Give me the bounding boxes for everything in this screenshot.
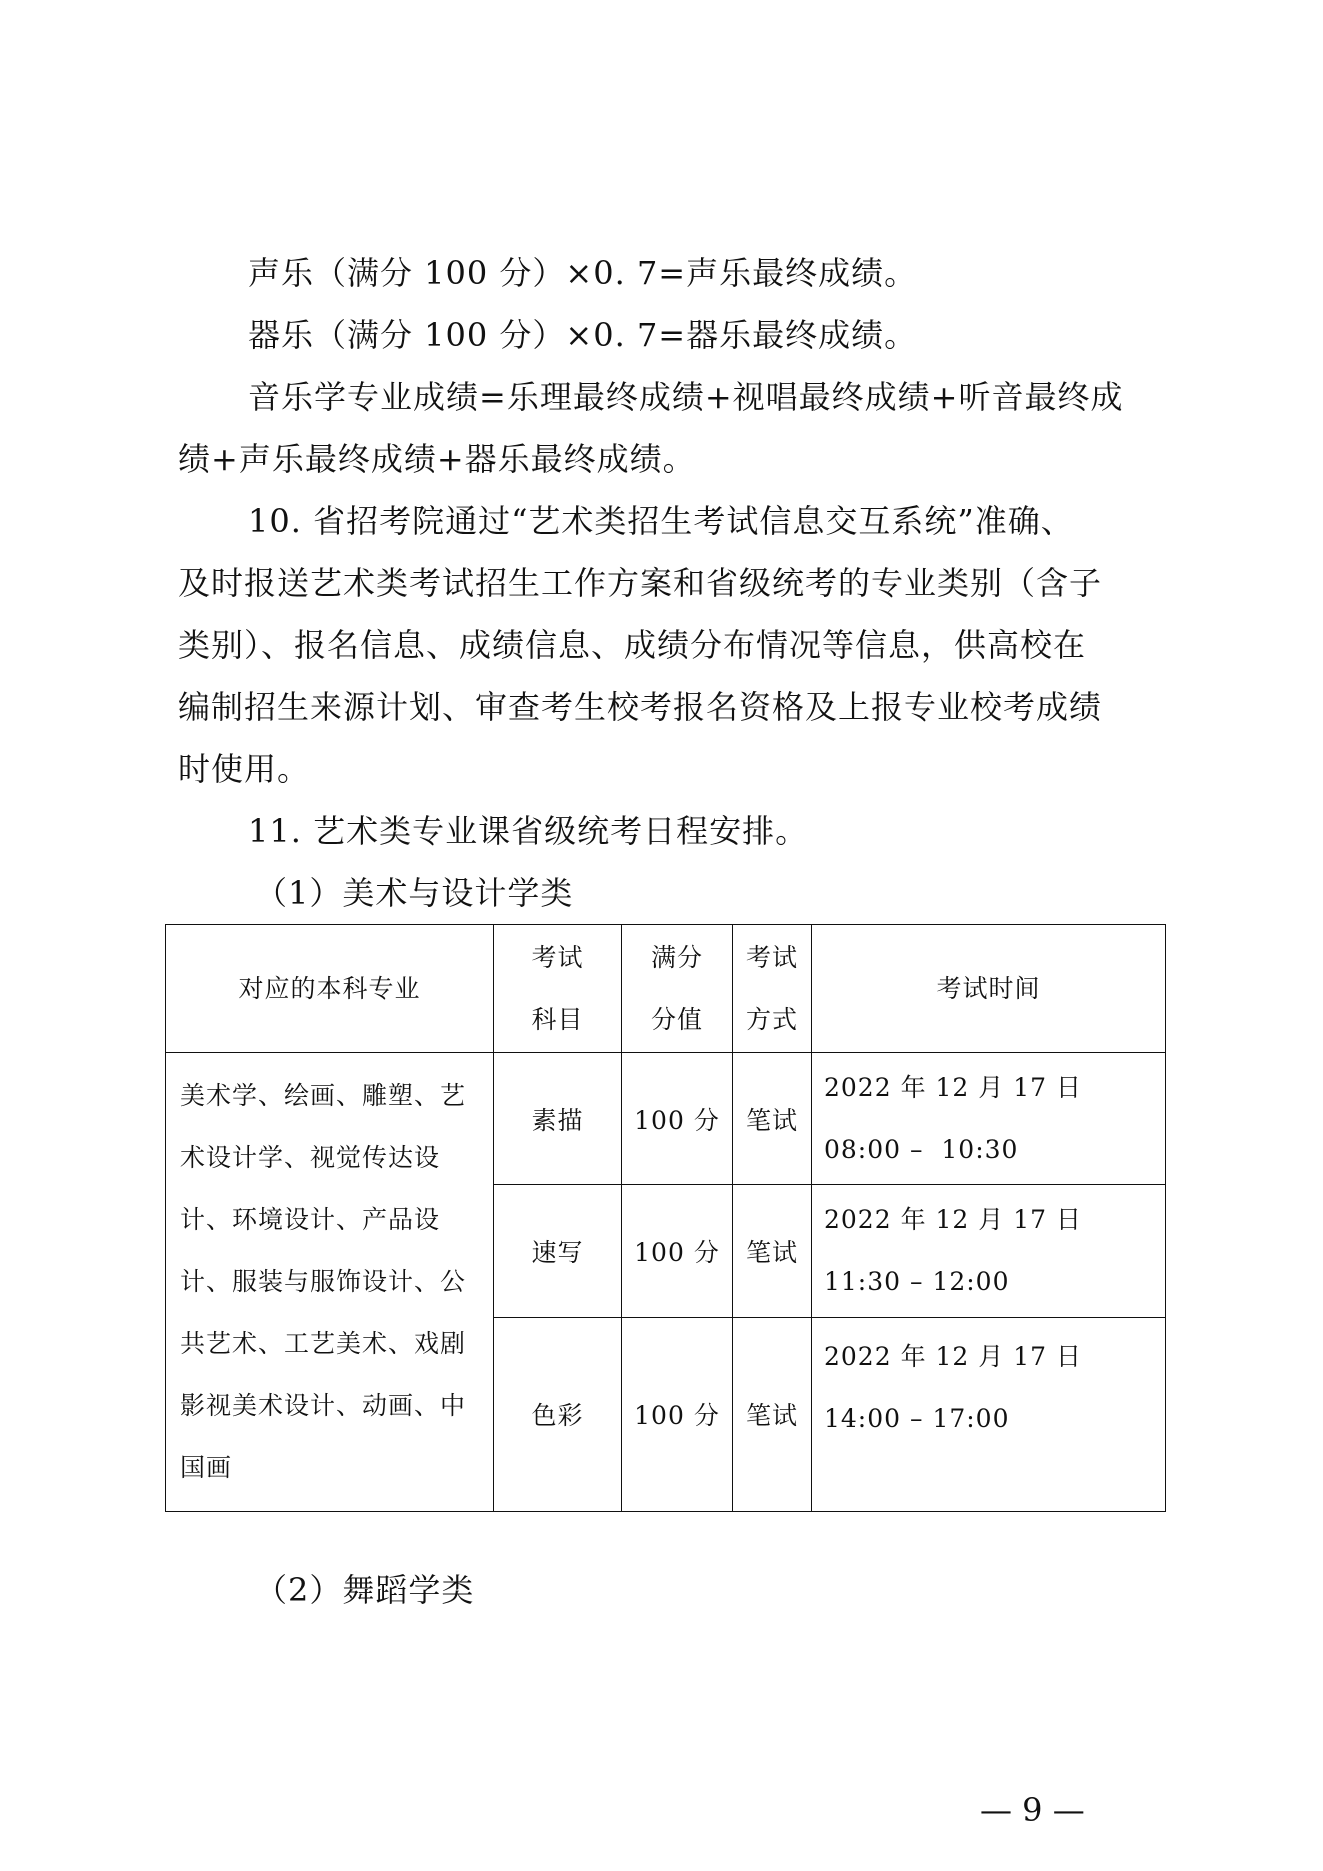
header-major: 对应的本科专业 [166,925,494,1053]
method-cell: 笔试 [733,1053,812,1185]
header-score-line2: 分值 [650,1004,703,1034]
paragraph-10-line1: 10. 省招考院通过“艺术类招生考试信息交互系统”准确、 [248,502,1074,540]
time-cell [812,1053,1166,1185]
method-cell: 笔试 [733,1317,812,1511]
time-cell [812,1317,1166,1511]
time-cell [812,1185,1166,1317]
paragraph-music-score-line2: 绩+声乐最终成绩+器乐最终成绩。 [178,440,696,478]
score-cell: 100 分 [622,1317,733,1511]
subject-cell: 速写 [494,1185,622,1317]
subheading-dance: （2）舞蹈学类 [255,1571,475,1609]
major-list-cell: 美术学、绘画、雕塑、艺术设计学、视觉传达设计、环境设计、产品设计、服装与服饰设计、公共艺术、工艺美术、戏剧影视美术设计、动画、中国画 [166,1053,494,1512]
paragraph-10-line5: 时使用。 [178,750,311,788]
paragraph-vocal: 声乐（满分 100 分）×0. 7=声乐最终成绩。 [248,254,918,292]
header-method [733,925,812,1053]
header-time: 考试时间 [812,925,1166,1053]
paragraph-10-line3: 类别）、报名信息、成绩信息、成绩分布情况等信息，供高校在 [178,626,1087,664]
paragraph-10-line4: 编制招生来源计划、审查考生校考报名资格及上报专业校考成绩 [178,688,1103,726]
exam-date: 2022 年 12 月 17 日 [824,1205,1082,1235]
table-row [166,1053,1166,1185]
header-subject [494,925,622,1053]
subject-cell: 素描 [494,1053,622,1185]
header-score [622,925,733,1053]
paragraph-11: 11. 艺术类专业课省级统考日程安排。 [248,812,809,850]
score-cell: 100 分 [622,1185,733,1317]
header-score-line1: 满分 [650,942,703,972]
exam-date: 2022 年 12 月 17 日 [824,1341,1082,1371]
subheading-art-design: （1）美术与设计学类 [255,874,574,912]
subject-cell: 色彩 [494,1317,622,1511]
header-subject-line2: 科目 [531,1004,584,1034]
score-cell: 100 分 [622,1053,733,1185]
exam-date: 2022 年 12 月 17 日 [824,1072,1082,1102]
page-number: — 9 — [980,1791,1085,1829]
method-cell: 笔试 [733,1185,812,1317]
exam-schedule-table [165,924,1166,1512]
exam-time: 11:30 – 12:00 [824,1267,1010,1297]
paragraph-music-score-line1: 音乐学专业成绩=乐理最终成绩+视唱最终成绩+听音最终成 [248,378,1124,416]
header-method-line2: 方式 [745,1004,798,1034]
paragraph-instrumental: 器乐（满分 100 分）×0. 7=器乐最终成绩。 [248,316,918,354]
header-method-line1: 考试 [745,942,798,972]
exam-time: 08:00 – 10:30 [824,1134,1019,1164]
exam-time: 14:00 – 17:00 [824,1403,1010,1433]
paragraph-10-line2: 及时报送艺术类考试招生工作方案和省级统考的专业类别（含子 [178,564,1103,602]
header-subject-line1: 考试 [531,942,584,972]
table-header-row [166,925,1166,1053]
